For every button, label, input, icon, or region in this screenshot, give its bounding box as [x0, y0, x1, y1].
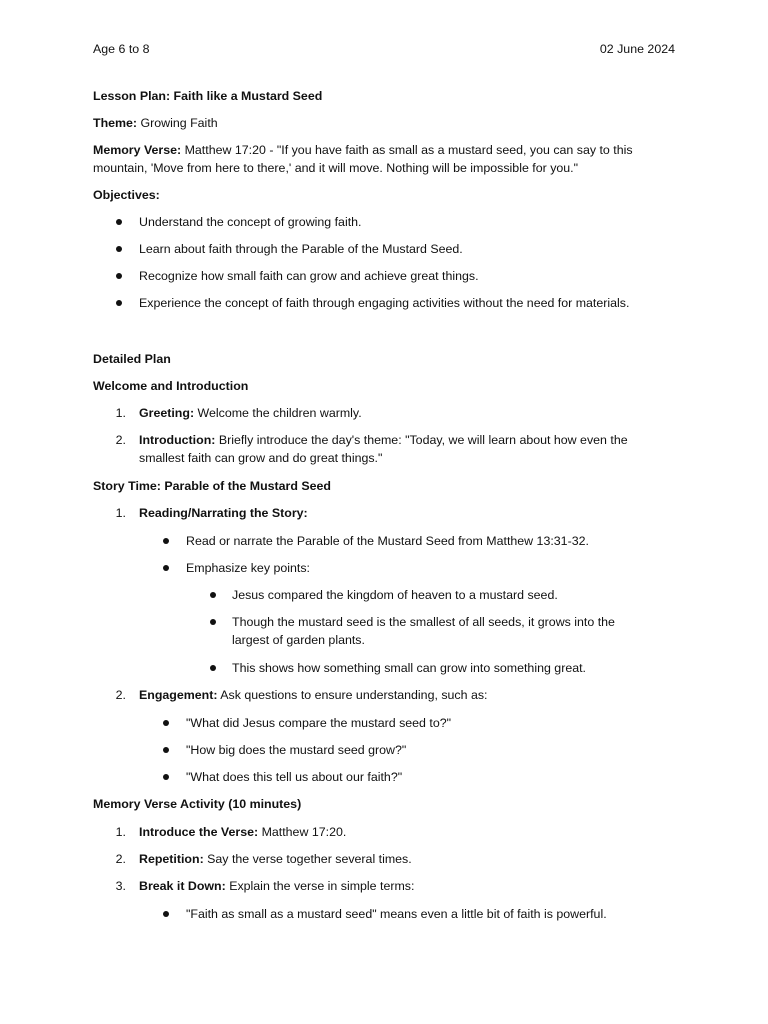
repetition-text: Say the verse together several times.: [203, 852, 412, 866]
bullet: [163, 720, 169, 726]
introduction-text-cont: smallest faith can grow and do great things.": [139, 451, 383, 465]
greeting-label: Greeting:: [139, 406, 195, 420]
theme-label: Theme:: [93, 116, 138, 130]
key-point-cont: largest of garden plants.: [232, 633, 365, 647]
memory-verse-line-1: [93, 141, 633, 159]
objective-item: Recognize how small faith can grow and achieve great things.: [139, 269, 479, 283]
greeting-item: [139, 404, 362, 422]
bullet: [116, 273, 122, 279]
list-number: 2.: [115, 688, 126, 702]
introduce-verse-item: [139, 823, 346, 841]
break-it-down-label: Break it Down:: [139, 879, 226, 893]
introduce-verse-text: Matthew 17:20.: [258, 825, 347, 839]
bullet: [116, 219, 122, 225]
list-number: 3.: [115, 879, 126, 893]
story-heading: Story Time: Parable of the Mustard Seed: [93, 479, 332, 493]
story-sub-item: Emphasize key points:: [186, 561, 310, 575]
welcome-heading: Welcome and Introduction: [93, 379, 249, 393]
bullet: [163, 565, 169, 571]
bullet: [116, 300, 122, 306]
introduction-text: Briefly introduce the day's theme: "Today, we will learn about how even the: [215, 433, 628, 447]
list-number: 2.: [115, 433, 126, 447]
memory-verse-label: Memory Verse:: [93, 143, 182, 157]
engagement-item: [139, 686, 488, 704]
bullet: [210, 665, 216, 671]
question-item: "What does this tell us about our faith?": [186, 770, 403, 784]
key-point: This shows how something small can grow into something great.: [232, 661, 586, 675]
bullet: [210, 619, 216, 625]
age-range: Age 6 to 8: [93, 42, 150, 56]
introduce-verse-label: Introduce the Verse:: [139, 825, 259, 839]
objective-item: Experience the concept of faith through engaging activities without the need for materials.: [139, 296, 630, 310]
memory-activity-heading: Memory Verse Activity (10 minutes): [93, 797, 302, 811]
memory-verse-line-2: mountain, 'Move from here to there,' and it will move. Nothing will be impossible for you.": [93, 161, 579, 175]
objective-item: Learn about faith through the Parable of the Mustard Seed.: [139, 242, 463, 256]
bullet: [163, 538, 169, 544]
page-header: [93, 42, 675, 60]
break-it-down-text: Explain the verse in simple terms:: [225, 879, 415, 893]
bullet: [116, 246, 122, 252]
list-number: 2.: [115, 852, 126, 866]
story-item-label: Reading/Narrating the Story:: [139, 506, 308, 520]
objective-item: Understand the concept of growing faith.: [139, 215, 362, 229]
lesson-date: 02 June 2024: [599, 42, 675, 56]
list-number: 1.: [115, 406, 126, 420]
list-number: 1.: [115, 825, 126, 839]
memory-verse-text: Matthew 17:20 - "If you have faith as small as a mustard seed, you can say to this: [181, 143, 633, 157]
repetition-label: Repetition:: [139, 852, 204, 866]
theme-value: Growing Faith: [137, 116, 218, 130]
bullet: [163, 774, 169, 780]
introduction-label: Introduction:: [139, 433, 216, 447]
story-sub-item: Read or narrate the Parable of the Mustard Seed from Matthew 13:31-32.: [186, 534, 589, 548]
bullet: [163, 911, 169, 917]
engagement-text: Ask questions to ensure understanding, such as:: [217, 688, 488, 702]
list-number: 1.: [115, 506, 126, 520]
repetition-item: [139, 850, 412, 868]
question-item: "How big does the mustard seed grow?": [186, 743, 407, 757]
bullet: [163, 747, 169, 753]
bullet: [210, 592, 216, 598]
greeting-text: Welcome the children warmly.: [194, 406, 362, 420]
key-point: Though the mustard seed is the smallest of all seeds, it grows into the: [232, 615, 615, 629]
objectives-heading: Objectives:: [93, 188, 160, 202]
break-it-down-item: [139, 877, 414, 895]
break-it-down-sub-item: "Faith as small as a mustard seed" means even a little bit of faith is powerful.: [186, 907, 607, 921]
introduction-item: [139, 431, 628, 449]
detailed-plan-heading: Detailed Plan: [93, 352, 171, 366]
theme-line: [93, 114, 218, 132]
engagement-label: Engagement:: [139, 688, 218, 702]
lesson-title: Lesson Plan: Faith like a Mustard Seed: [93, 89, 323, 103]
question-item: "What did Jesus compare the mustard seed to?": [186, 716, 452, 730]
key-point: Jesus compared the kingdom of heaven to a mustard seed.: [232, 588, 558, 602]
